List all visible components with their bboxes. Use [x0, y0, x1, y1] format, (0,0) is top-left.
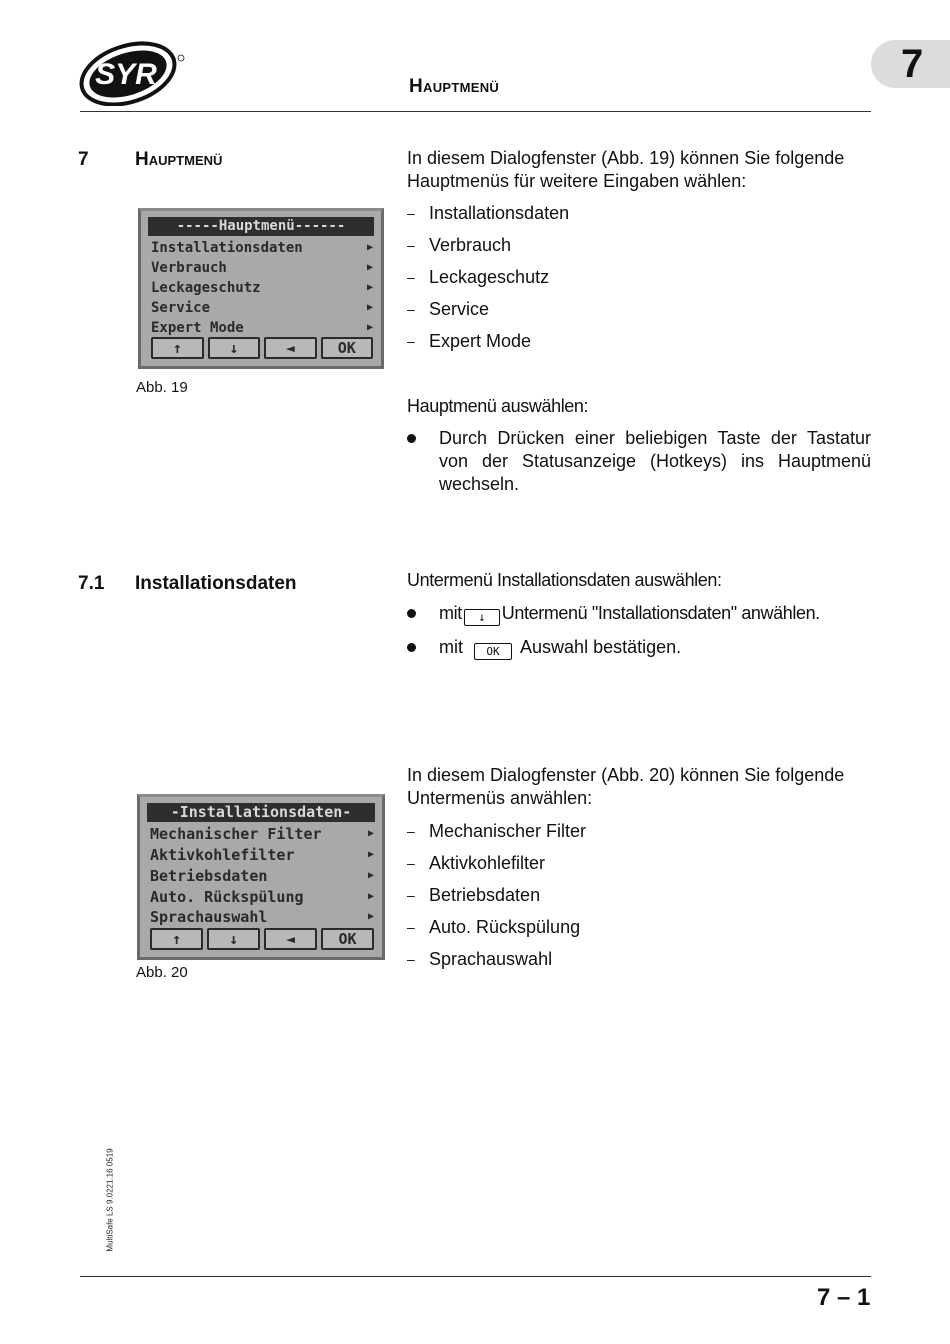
header-title: Hauptmenü — [409, 76, 500, 97]
chapter-number: 7 — [901, 42, 924, 86]
menu-list — [407, 202, 871, 362]
chapter-tab — [871, 40, 950, 88]
footer-rule — [80, 1276, 871, 1277]
logo-text: SYR — [95, 58, 157, 91]
lcd-row: Sprachauswahl ▶ — [150, 908, 374, 926]
subsection-heading: Untermenü Installationsdaten auswählen: — [407, 570, 722, 590]
lcd-buttons — [150, 928, 374, 950]
lcd-back-button: ◄ — [264, 337, 317, 359]
arrow-right-icon: ▶ — [367, 911, 374, 922]
syr-logo — [76, 40, 188, 106]
figure-caption: Abb. 19 — [136, 379, 188, 396]
section-intro: In diesem Dialogfenster (Abb. 19) können Sie folgende Hauptmenüs für weitere Eingaben wählen: — [407, 148, 845, 191]
side-note — [40, 1130, 180, 1270]
list-item: – Leckageschutz — [407, 266, 871, 298]
step-bullet: mit ↓ Untermenü "Installationsdaten" anwählen. — [407, 602, 871, 626]
lcd-row: Service ▶ — [151, 300, 373, 316]
lcd-row: Betriebsdaten ▶ — [150, 867, 374, 885]
lcd-row: Auto. Rückspülung ▶ — [150, 888, 374, 906]
select-bullet: Durch Drücken einer beliebigen Taste der Tastatur von der Statusanzeige (Hotkeys) ins Hauptmenü wechseln. — [407, 427, 871, 497]
lcd-down-button: ↓ — [207, 928, 260, 950]
arrow-right-icon: ▶ — [367, 870, 374, 881]
list-item: – Installationsdaten — [407, 202, 871, 234]
arrow-right-icon: ▶ — [366, 262, 373, 273]
lcd-row: Leckageschutz ▶ — [151, 280, 373, 296]
list-item: – Sprachauswahl — [407, 948, 871, 980]
arrow-right-icon: ▶ — [366, 282, 373, 293]
list-item: – Aktivkohlefilter — [407, 852, 871, 884]
lcd-ok-button: OK — [321, 928, 374, 950]
section-number: 7 — [78, 149, 89, 170]
lcd-title: -----Hauptmenü------ — [148, 217, 374, 236]
select-heading: Hauptmenü auswählen: — [407, 396, 589, 416]
lcd-up-button: ↑ — [150, 928, 203, 950]
arrow-right-icon: ▶ — [367, 891, 374, 902]
list-item: – Service — [407, 298, 871, 330]
lcd-up-button: ↑ — [151, 337, 204, 359]
section-title: Installationsdaten — [135, 573, 297, 594]
ok-key-icon: OK — [474, 643, 512, 660]
down-key-icon: ↓ — [464, 609, 500, 626]
lcd-title: -Installationsdaten- — [147, 803, 375, 822]
lcd-row: Aktivkohlefilter ▶ — [150, 846, 374, 864]
section-number: 7.1 — [78, 573, 105, 594]
bullet-icon — [407, 609, 416, 618]
arrow-right-icon: ▶ — [367, 849, 374, 860]
lcd-down-button: ↓ — [208, 337, 261, 359]
lcd-figure-19 — [138, 208, 384, 369]
page-number: 7 – 1 — [817, 1284, 871, 1311]
lcd-row: Mechanischer Filter ▶ — [150, 825, 374, 843]
arrow-right-icon: ▶ — [367, 828, 374, 839]
list-item: – Verbrauch — [407, 234, 871, 266]
bullet-icon — [407, 643, 416, 652]
arrow-right-icon: ▶ — [366, 322, 373, 333]
subsection-intro: In diesem Dialogfenster (Abb. 20) können Sie folgende Untermenüs anwählen: — [407, 765, 845, 808]
list-item: – Expert Mode — [407, 330, 871, 362]
section-title: Hauptmenü — [135, 149, 223, 170]
lcd-row: Expert Mode ▶ — [151, 320, 373, 336]
figure-caption: Abb. 20 — [136, 964, 188, 981]
list-item: – Auto. Rückspülung — [407, 916, 871, 948]
document-reference: MultiSafe LS 9.0221.16 0519 — [105, 1148, 115, 1252]
step-bullet: mit OK Auswahl bestätigen. — [407, 636, 871, 660]
list-item: – Betriebsdaten — [407, 884, 871, 916]
lcd-buttons — [151, 337, 373, 359]
arrow-right-icon: ▶ — [366, 302, 373, 313]
lcd-back-button: ◄ — [264, 928, 317, 950]
list-item: – Mechanischer Filter — [407, 820, 871, 852]
lcd-ok-button: OK — [321, 337, 374, 359]
lcd-row: Installationsdaten ▶ — [151, 240, 373, 256]
lcd-row: Verbrauch ▶ — [151, 260, 373, 276]
lcd-figure-20 — [137, 794, 385, 960]
submenu-list — [407, 820, 871, 980]
header-rule — [80, 111, 871, 112]
arrow-right-icon: ▶ — [366, 242, 373, 253]
bullet-icon — [407, 434, 416, 443]
